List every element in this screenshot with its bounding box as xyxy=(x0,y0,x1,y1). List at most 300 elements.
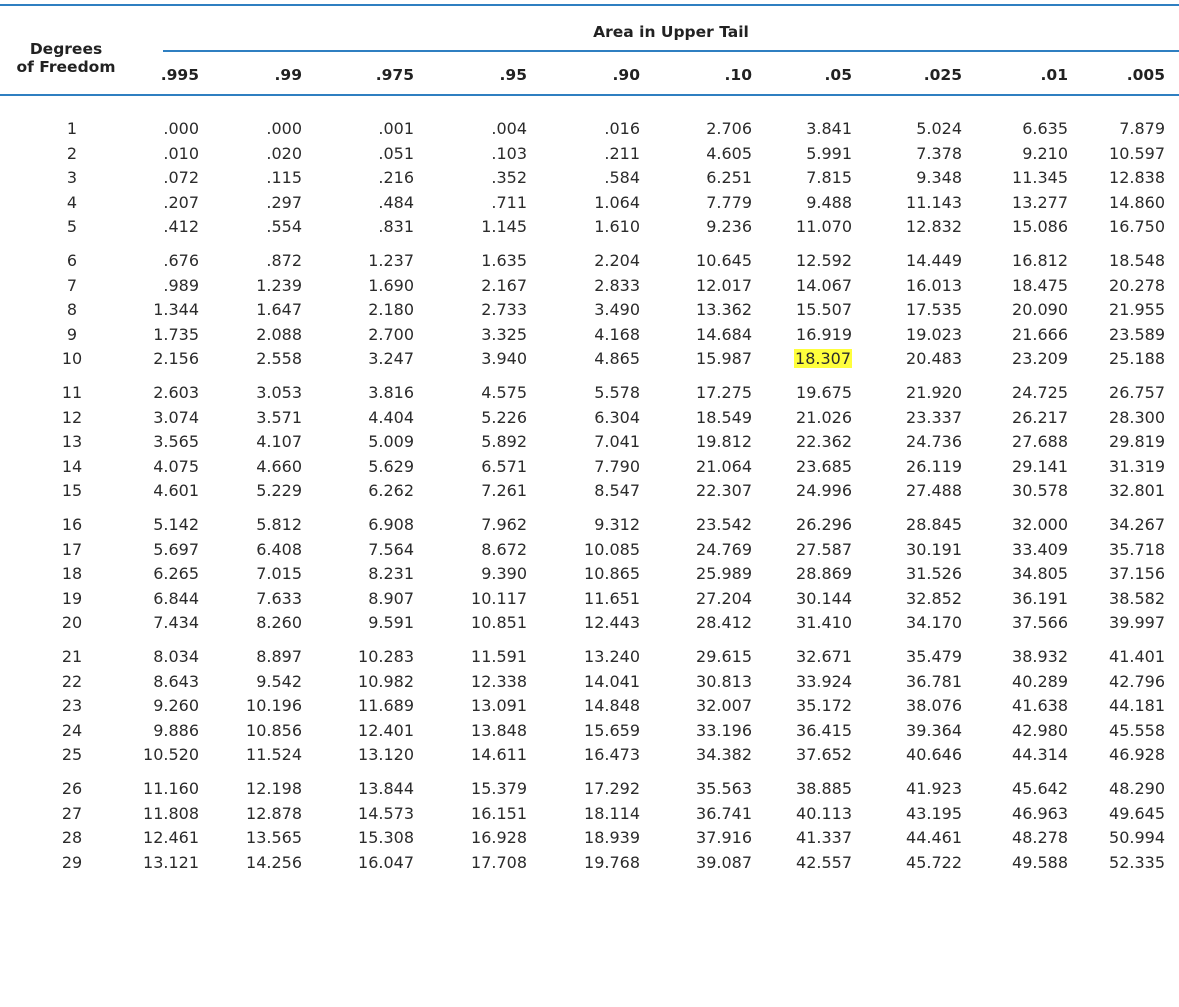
table-cell: 5.009 xyxy=(368,432,414,452)
table-cell: 34.805 xyxy=(1012,564,1068,584)
table-cell: .207 xyxy=(163,192,199,212)
table-cell: 9.312 xyxy=(594,515,640,534)
table-cell: 12.461 xyxy=(143,828,199,848)
df-cell: 5 xyxy=(66,217,78,237)
table-cell: 15.507 xyxy=(796,300,852,320)
table-cell: 32.671 xyxy=(796,647,852,666)
table-cell: 14.860 xyxy=(1109,192,1165,212)
table-cell: 33.196 xyxy=(696,720,752,740)
table-cell: 39.364 xyxy=(906,720,962,740)
table-cell: 2.180 xyxy=(368,300,414,320)
table-cell: 28.869 xyxy=(796,564,852,584)
table-cell: 5.024 xyxy=(916,119,962,138)
df-cell: 22 xyxy=(61,671,83,691)
table-cell: .676 xyxy=(163,251,199,270)
table-cell: 26.757 xyxy=(1109,383,1165,402)
table-cell: 10.117 xyxy=(471,588,527,608)
table-cell: 19.675 xyxy=(796,383,852,402)
table-cell: 46.928 xyxy=(1109,745,1165,765)
table-cell: 18.939 xyxy=(584,828,640,848)
table-cell: 18.549 xyxy=(696,407,752,427)
table-cell: 12.198 xyxy=(246,779,302,798)
table-cell: 3.940 xyxy=(481,349,527,369)
table-cell: 45.558 xyxy=(1109,720,1165,740)
stub-header xyxy=(0,40,132,76)
table-cell: 5.892 xyxy=(481,432,527,452)
table-cell: 49.645 xyxy=(1109,803,1165,823)
stub-header-line1: Degrees xyxy=(29,40,103,58)
table-cell: 1.635 xyxy=(481,251,527,270)
table-cell: 12.017 xyxy=(696,275,752,295)
table-cell: 20.278 xyxy=(1109,275,1165,295)
table-cell: 30.191 xyxy=(906,539,962,559)
table-cell: 12.592 xyxy=(796,251,852,270)
table-cell: .711 xyxy=(491,192,527,212)
table-cell: 5.629 xyxy=(368,456,414,476)
stub-header-line2: of Freedom xyxy=(16,58,116,76)
table-cell: 4.107 xyxy=(256,432,302,452)
df-cell: 16 xyxy=(61,515,83,534)
table-cell: 30.813 xyxy=(696,671,752,691)
table-cell: 13.362 xyxy=(696,300,752,320)
table-cell: 15.379 xyxy=(471,779,527,798)
table-cell: 10.982 xyxy=(358,671,414,691)
table-cell: 32.852 xyxy=(906,588,962,608)
table-cell: 3.841 xyxy=(806,119,852,138)
table-cell: 21.955 xyxy=(1109,300,1165,320)
table-cell: 6.571 xyxy=(481,456,527,476)
table-cell: 12.338 xyxy=(471,671,527,691)
table-cell: 10.085 xyxy=(584,539,640,559)
df-cell: 18 xyxy=(61,564,83,584)
table-cell: 26.119 xyxy=(906,456,962,476)
table-cell: 8.672 xyxy=(481,539,527,559)
table-cell: .554 xyxy=(266,217,302,237)
df-cell: 24 xyxy=(61,720,83,740)
table-cell: 10.645 xyxy=(696,251,752,270)
table-cell: 4.865 xyxy=(594,349,640,369)
table-cell: 29.141 xyxy=(1012,456,1068,476)
table-cell: 40.289 xyxy=(1012,671,1068,691)
table-cell: 1.610 xyxy=(594,217,640,237)
df-cell: 1 xyxy=(66,119,78,138)
table-cell: .000 xyxy=(163,119,199,138)
table-cell: 37.916 xyxy=(696,828,752,848)
df-cell: 23 xyxy=(61,696,83,716)
table-cell: 42.557 xyxy=(796,852,852,872)
table-cell: 16.812 xyxy=(1012,251,1068,270)
table-cell: .115 xyxy=(266,168,302,188)
table-cell: 12.401 xyxy=(358,720,414,740)
table-cell: 30.144 xyxy=(796,588,852,608)
table-cell: 7.879 xyxy=(1119,119,1165,138)
table-cell: 8.897 xyxy=(256,647,302,666)
table-cell: .297 xyxy=(266,192,302,212)
table-cell: 12.443 xyxy=(584,613,640,633)
table-cell: .004 xyxy=(491,119,527,138)
table-cell: 42.980 xyxy=(1012,720,1068,740)
table-cell: 11.345 xyxy=(1012,168,1068,188)
table-cell: 16.473 xyxy=(584,745,640,765)
df-cell: 8 xyxy=(66,300,78,320)
table-cell: 6.408 xyxy=(256,539,302,559)
table-cell: 25.188 xyxy=(1109,349,1165,369)
df-cell: 17 xyxy=(61,539,83,559)
table-cell xyxy=(762,349,852,369)
table-cell: 32.801 xyxy=(1109,481,1165,501)
column-header: .005 xyxy=(1126,66,1165,84)
table-cell: 38.582 xyxy=(1109,588,1165,608)
table-cell: 9.591 xyxy=(368,613,414,633)
table-cell: 3.247 xyxy=(368,349,414,369)
table-cell: 29.819 xyxy=(1109,432,1165,452)
column-header: .99 xyxy=(274,66,302,84)
table-cell: 11.070 xyxy=(796,217,852,237)
column-header: .01 xyxy=(1040,66,1068,84)
table-cell: 7.564 xyxy=(368,539,414,559)
table-cell: 10.283 xyxy=(358,647,414,666)
table-cell: 8.260 xyxy=(256,613,302,633)
table-cell: 6.304 xyxy=(594,407,640,427)
table-cell: 1.344 xyxy=(153,300,199,320)
table-cell: 2.204 xyxy=(594,251,640,270)
table-cell: 2.706 xyxy=(706,119,752,138)
table-cell: 10.520 xyxy=(143,745,199,765)
table-cell: 7.815 xyxy=(806,168,852,188)
table-cell: 6.265 xyxy=(153,564,199,584)
table-cell: 2.088 xyxy=(256,324,302,344)
table-cell: 20.090 xyxy=(1012,300,1068,320)
table-cell: 10.865 xyxy=(584,564,640,584)
table-cell: 36.741 xyxy=(696,803,752,823)
table-cell: 19.812 xyxy=(696,432,752,452)
df-cell: 21 xyxy=(61,647,83,666)
table-cell: 20.483 xyxy=(906,349,962,369)
table-cell: 8.231 xyxy=(368,564,414,584)
table-cell: 35.172 xyxy=(796,696,852,716)
table-cell: 39.087 xyxy=(696,852,752,872)
table-cell: 23.209 xyxy=(1012,349,1068,369)
table-cell: 4.605 xyxy=(706,143,752,163)
table-cell: 14.611 xyxy=(471,745,527,765)
df-cell: 28 xyxy=(61,828,83,848)
df-cell: 25 xyxy=(61,745,83,765)
table-cell: 9.886 xyxy=(153,720,199,740)
table-cell: 7.015 xyxy=(256,564,302,584)
table-cell: 40.646 xyxy=(906,745,962,765)
table-cell: 46.963 xyxy=(1012,803,1068,823)
table-cell: 5.991 xyxy=(806,143,852,163)
table-cell: 9.390 xyxy=(481,564,527,584)
table-cell: 3.074 xyxy=(153,407,199,427)
df-cell: 11 xyxy=(61,383,83,402)
table-cell: 27.688 xyxy=(1012,432,1068,452)
table-cell: 2.558 xyxy=(256,349,302,369)
table-cell: 11.160 xyxy=(143,779,199,798)
table-cell: 12.832 xyxy=(906,217,962,237)
table-cell: 13.120 xyxy=(358,745,414,765)
table-cell: 7.790 xyxy=(594,456,640,476)
table-cell: 32.007 xyxy=(696,696,752,716)
table-cell: .051 xyxy=(378,143,414,163)
table-cell: 12.838 xyxy=(1109,168,1165,188)
column-header: .995 xyxy=(160,66,199,84)
table-cell: 33.409 xyxy=(1012,539,1068,559)
df-cell: 15 xyxy=(61,481,83,501)
table-cell: 14.067 xyxy=(796,275,852,295)
table-cell: 8.034 xyxy=(153,647,199,666)
table-cell: .412 xyxy=(163,217,199,237)
df-cell: 10 xyxy=(61,349,83,369)
table-cell: 11.808 xyxy=(143,803,199,823)
table-cell: 1.064 xyxy=(594,192,640,212)
table-cell: 3.490 xyxy=(594,300,640,320)
table-cell: 13.277 xyxy=(1012,192,1068,212)
table-cell: 11.689 xyxy=(358,696,414,716)
table-cell: 2.700 xyxy=(368,324,414,344)
table-cell: 17.708 xyxy=(471,852,527,872)
table-cell: 5.697 xyxy=(153,539,199,559)
table-cell: 7.261 xyxy=(481,481,527,501)
table-cell: 36.415 xyxy=(796,720,852,740)
table-cell: 3.325 xyxy=(481,324,527,344)
table-cell: 23.542 xyxy=(696,515,752,534)
table-cell: 35.479 xyxy=(906,647,962,666)
table-cell: 9.348 xyxy=(916,168,962,188)
table-cell: 21.026 xyxy=(796,407,852,427)
table-cell: 45.722 xyxy=(906,852,962,872)
table-cell: 5.812 xyxy=(256,515,302,534)
table-cell: 9.210 xyxy=(1022,143,1068,163)
table-cell: 6.251 xyxy=(706,168,752,188)
table-cell: 6.262 xyxy=(368,481,414,501)
table-cell: 14.449 xyxy=(906,251,962,270)
table-cell: 18.475 xyxy=(1012,275,1068,295)
table-cell: 1.690 xyxy=(368,275,414,295)
df-cell: 12 xyxy=(61,407,83,427)
table-cell: 1.145 xyxy=(481,217,527,237)
table-cell: 37.566 xyxy=(1012,613,1068,633)
column-header: .975 xyxy=(375,66,414,84)
table-cell: 14.256 xyxy=(246,852,302,872)
df-cell: 14 xyxy=(61,456,83,476)
table-cell: 3.816 xyxy=(368,383,414,402)
table-top-rule xyxy=(0,4,1179,6)
table-cell: 12.878 xyxy=(246,803,302,823)
table-cell: 11.651 xyxy=(584,588,640,608)
table-cell: 10.196 xyxy=(246,696,302,716)
df-cell: 7 xyxy=(66,275,78,295)
table-cell: 45.642 xyxy=(1012,779,1068,798)
table-cell: 7.378 xyxy=(916,143,962,163)
table-cell: 16.151 xyxy=(471,803,527,823)
table-cell: 16.013 xyxy=(906,275,962,295)
table-cell: 1.239 xyxy=(256,275,302,295)
table-cell: 28.300 xyxy=(1109,407,1165,427)
table-cell: 11.524 xyxy=(246,745,302,765)
table-cell: 2.156 xyxy=(153,349,199,369)
table-cell: 16.750 xyxy=(1109,217,1165,237)
table-cell: 1.237 xyxy=(368,251,414,270)
table-cell: 5.226 xyxy=(481,407,527,427)
table-cell: .216 xyxy=(378,168,414,188)
table-cell: 4.404 xyxy=(368,407,414,427)
table-cell: .000 xyxy=(266,119,302,138)
table-cell: .484 xyxy=(378,192,414,212)
table-cell: .016 xyxy=(604,119,640,138)
table-cell: 41.401 xyxy=(1109,647,1165,666)
table-cell: 24.736 xyxy=(906,432,962,452)
table-cell: 4.575 xyxy=(481,383,527,402)
table-cell: 15.659 xyxy=(584,720,640,740)
table-cell: 26.217 xyxy=(1012,407,1068,427)
df-cell: 29 xyxy=(61,852,83,872)
table-cell: 39.997 xyxy=(1109,613,1165,633)
table-cell: 2.603 xyxy=(153,383,199,402)
table-cell: 36.781 xyxy=(906,671,962,691)
df-cell: 3 xyxy=(66,168,78,188)
table-cell: 16.047 xyxy=(358,852,414,872)
table-cell: .001 xyxy=(378,119,414,138)
table-cell: 19.768 xyxy=(584,852,640,872)
table-cell: 11.591 xyxy=(471,647,527,666)
table-cell: 26.296 xyxy=(796,515,852,534)
table-cell: 36.191 xyxy=(1012,588,1068,608)
table-cell: 1.735 xyxy=(153,324,199,344)
table-cell: 19.023 xyxy=(906,324,962,344)
table-cell: 48.290 xyxy=(1109,779,1165,798)
table-mid-rule xyxy=(163,50,1179,52)
table-cell: 9.488 xyxy=(806,192,852,212)
table-cell: 32.000 xyxy=(1012,515,1068,534)
table-cell: 7.962 xyxy=(481,515,527,534)
table-cell: 17.275 xyxy=(696,383,752,402)
df-cell: 13 xyxy=(61,432,83,452)
table-cell: 13.091 xyxy=(471,696,527,716)
table-cell: 8.643 xyxy=(153,671,199,691)
df-cell: 27 xyxy=(61,803,83,823)
table-cell: 2.833 xyxy=(594,275,640,295)
table-cell: 41.337 xyxy=(796,828,852,848)
table-cell: .103 xyxy=(491,143,527,163)
table-cell: 5.142 xyxy=(153,515,199,534)
table-cell: 31.319 xyxy=(1109,456,1165,476)
table-cell: .010 xyxy=(163,143,199,163)
table-cell: 23.685 xyxy=(796,456,852,476)
table-cell: 3.565 xyxy=(153,432,199,452)
table-cell: .989 xyxy=(163,275,199,295)
table-cell: 50.994 xyxy=(1109,828,1165,848)
table-cell: 44.314 xyxy=(1012,745,1068,765)
table-cell: 4.075 xyxy=(153,456,199,476)
table-cell: 34.382 xyxy=(696,745,752,765)
table-cell: 17.535 xyxy=(906,300,962,320)
table-cell: 28.845 xyxy=(906,515,962,534)
table-cell: 15.987 xyxy=(696,349,752,369)
table-cell: 37.156 xyxy=(1109,564,1165,584)
table-cell: 1.647 xyxy=(256,300,302,320)
table-cell: 4.660 xyxy=(256,456,302,476)
df-cell: 4 xyxy=(66,192,78,212)
table-cell: .872 xyxy=(266,251,302,270)
table-cell: .072 xyxy=(163,168,199,188)
table-cell: 7.041 xyxy=(594,432,640,452)
table-cell: 28.412 xyxy=(696,613,752,633)
table-cell: 14.573 xyxy=(358,803,414,823)
table-cell: 15.308 xyxy=(358,828,414,848)
table-cell: 13.121 xyxy=(143,852,199,872)
table-cell: 27.587 xyxy=(796,539,852,559)
table-cell: 41.638 xyxy=(1012,696,1068,716)
column-header: .025 xyxy=(923,66,962,84)
table-cell: 8.907 xyxy=(368,588,414,608)
table-cell: 3.053 xyxy=(256,383,302,402)
table-cell: 21.666 xyxy=(1012,324,1068,344)
table-cell: .020 xyxy=(266,143,302,163)
table-cell: 6.635 xyxy=(1022,119,1068,138)
table-cell: 44.181 xyxy=(1109,696,1165,716)
table-cell: 38.076 xyxy=(906,696,962,716)
table-cell: 9.236 xyxy=(706,217,752,237)
table-cell: .352 xyxy=(491,168,527,188)
table-cell: 38.885 xyxy=(796,779,852,798)
table-cell: 24.996 xyxy=(796,481,852,501)
table-cell: 43.195 xyxy=(906,803,962,823)
table-cell: 24.725 xyxy=(1012,383,1068,402)
column-header: .10 xyxy=(724,66,752,84)
table-cell: 11.143 xyxy=(906,192,962,212)
table-super-header: Area in Upper Tail xyxy=(593,23,749,41)
table-cell: 5.578 xyxy=(594,383,640,402)
table-cell: 14.041 xyxy=(584,671,640,691)
table-cell: 5.229 xyxy=(256,481,302,501)
table-cell: 22.362 xyxy=(796,432,852,452)
table-cell: 13.565 xyxy=(246,828,302,848)
table-cell: 31.410 xyxy=(796,613,852,633)
table-cell: 13.240 xyxy=(584,647,640,666)
table-cell: 31.526 xyxy=(906,564,962,584)
table-cell: 13.844 xyxy=(358,779,414,798)
table-cell: 48.278 xyxy=(1012,828,1068,848)
table-cell: 25.989 xyxy=(696,564,752,584)
table-cell: 22.307 xyxy=(696,481,752,501)
table-cell: 24.769 xyxy=(696,539,752,559)
table-cell: .211 xyxy=(604,143,640,163)
table-cell: 41.923 xyxy=(906,779,962,798)
table-cell: 7.633 xyxy=(256,588,302,608)
table-cell: 16.928 xyxy=(471,828,527,848)
table-cell: 15.086 xyxy=(1012,217,1068,237)
table-cell: 27.204 xyxy=(696,588,752,608)
df-cell: 6 xyxy=(66,251,78,270)
table-cell: 21.920 xyxy=(906,383,962,402)
table-cell: .584 xyxy=(604,168,640,188)
table-cell: 8.547 xyxy=(594,481,640,501)
table-cell: 42.796 xyxy=(1109,671,1165,691)
table-cell: 35.718 xyxy=(1109,539,1165,559)
table-cell: 7.779 xyxy=(706,192,752,212)
table-cell: 49.588 xyxy=(1012,852,1068,872)
table-cell: 10.856 xyxy=(246,720,302,740)
table-cell: 35.563 xyxy=(696,779,752,798)
table-cell: 14.848 xyxy=(584,696,640,716)
table-cell: 6.844 xyxy=(153,588,199,608)
table-cell: 52.335 xyxy=(1109,852,1165,872)
column-header: .95 xyxy=(499,66,527,84)
table-cell: 10.851 xyxy=(471,613,527,633)
table-cell: 23.589 xyxy=(1109,324,1165,344)
table-cell: 13.848 xyxy=(471,720,527,740)
